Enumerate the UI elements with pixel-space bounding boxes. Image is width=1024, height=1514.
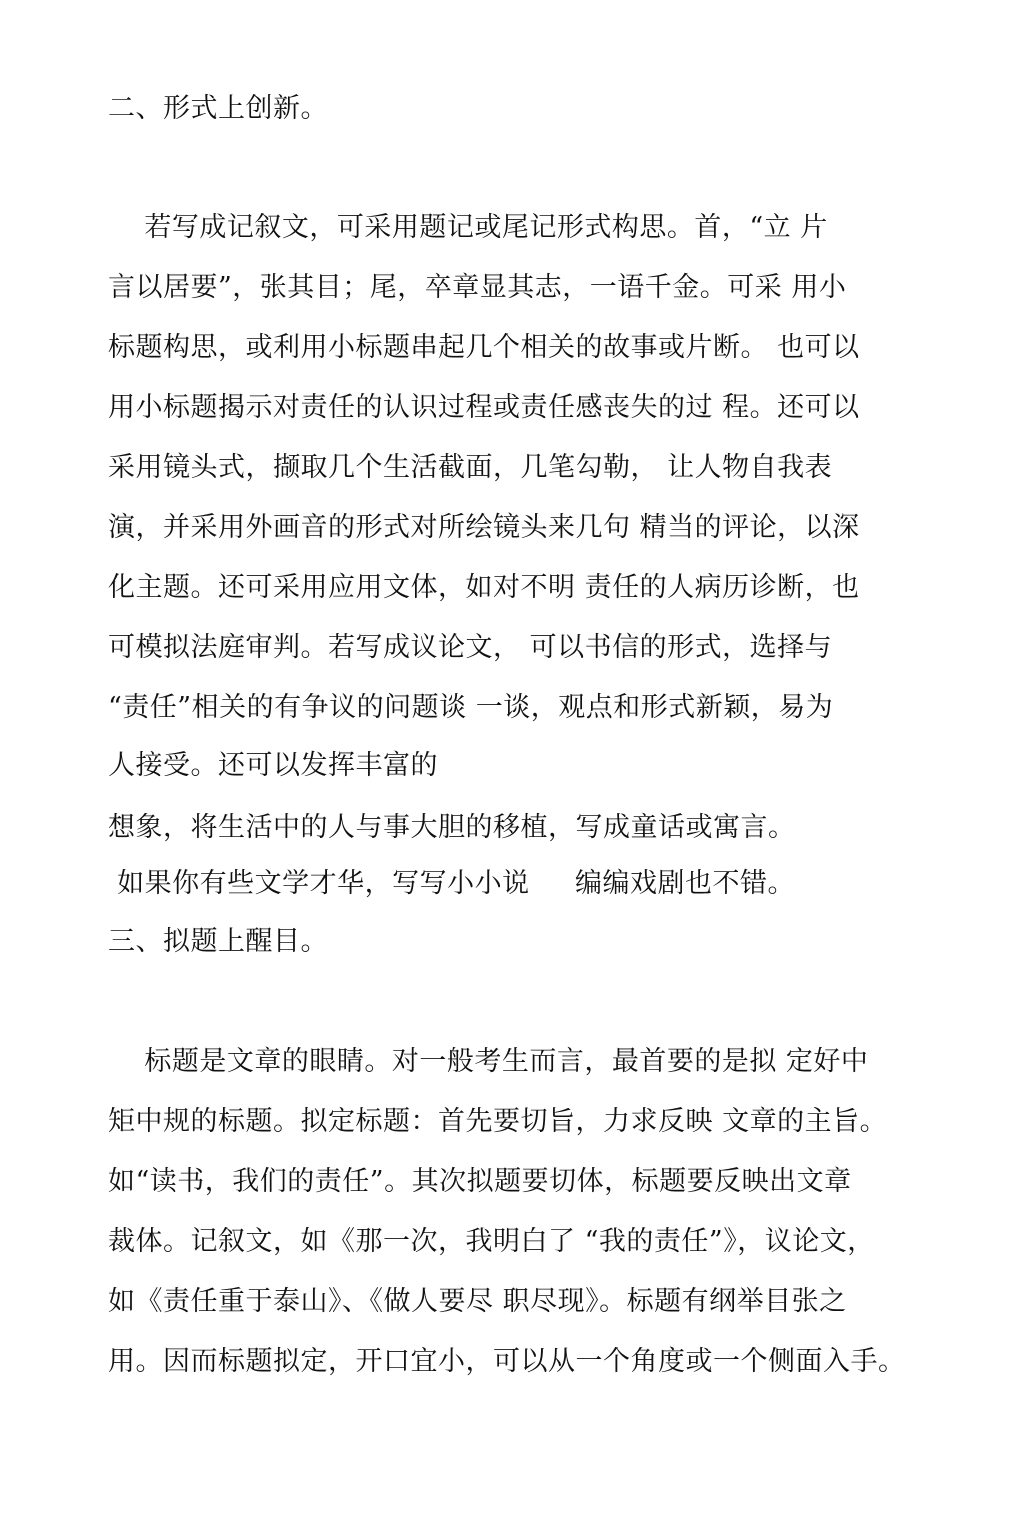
paragraph-line: 裁体。记叙文，如《那一次，我明白了 “我的责任”》，议论文， — [108, 1226, 875, 1257]
section-heading-2: 二、形式上创新。 — [108, 93, 328, 124]
paragraph-line: 如果你有些文学才华，写写小小说 编编戏剧也不错。 — [108, 868, 795, 899]
paragraph-line: 标题构思，或利用小标题串起几个相关的故事或片断。 也可以 — [108, 332, 860, 363]
paragraph-line: 采用镜头式，撷取几个生活截面，几笔勾勒， 让人物自我表 — [108, 452, 833, 483]
paragraph-line: 如《责任重于泰山》、《做人要尽 职尽现》。标题有纲举目张之 — [108, 1286, 847, 1317]
paragraph-line: 化主题。还可采用应用文体，如对不明 责任的人病历诊断，也 — [108, 572, 860, 603]
section-heading-3: 三、拟题上醒目。 — [108, 926, 328, 957]
paragraph-line: 人接受。还可以发挥丰富的 — [108, 750, 438, 781]
paragraph-line: 若写成记叙文，可采用题记或尾记形式构思。首，“立 片 — [108, 212, 828, 243]
paragraph-line: 用。因而标题拟定，开口宜小，可以从一个角度或一个侧面入手。 — [108, 1346, 906, 1377]
paragraph-line: 言以居要”，张其目；尾，卒章显其志，一语千金。可采 用小 — [108, 272, 847, 303]
paragraph-line: 想象，将生活中的人与事大胆的移植，写成童话或寓言。 — [108, 812, 796, 843]
paragraph-line: 演，并采用外画音的形式对所绘镜头来几句 精当的评论，以深 — [108, 512, 860, 543]
paragraph-line: 可模拟法庭审判。若写成议论文， 可以书信的形式，选择与 — [108, 632, 833, 663]
paragraph-line: 标题是文章的眼睛。对一般考生而言，最首要的是拟 定好中 — [108, 1046, 869, 1077]
paragraph-line: 矩中规的标题。拟定标题：首先要切旨，力求反映 文章的主旨。 — [108, 1106, 888, 1137]
paragraph-line: “责任”相关的有争议的问题谈 一谈，观点和形式新颖，易为 — [108, 692, 834, 723]
paragraph-line: 用小标题揭示对责任的认识过程或责任感丧失的过 程。还可以 — [108, 392, 860, 423]
paragraph-line: 如“读书，我们的责任”。其次拟题要切体，标题要反映出文章 — [108, 1166, 852, 1197]
